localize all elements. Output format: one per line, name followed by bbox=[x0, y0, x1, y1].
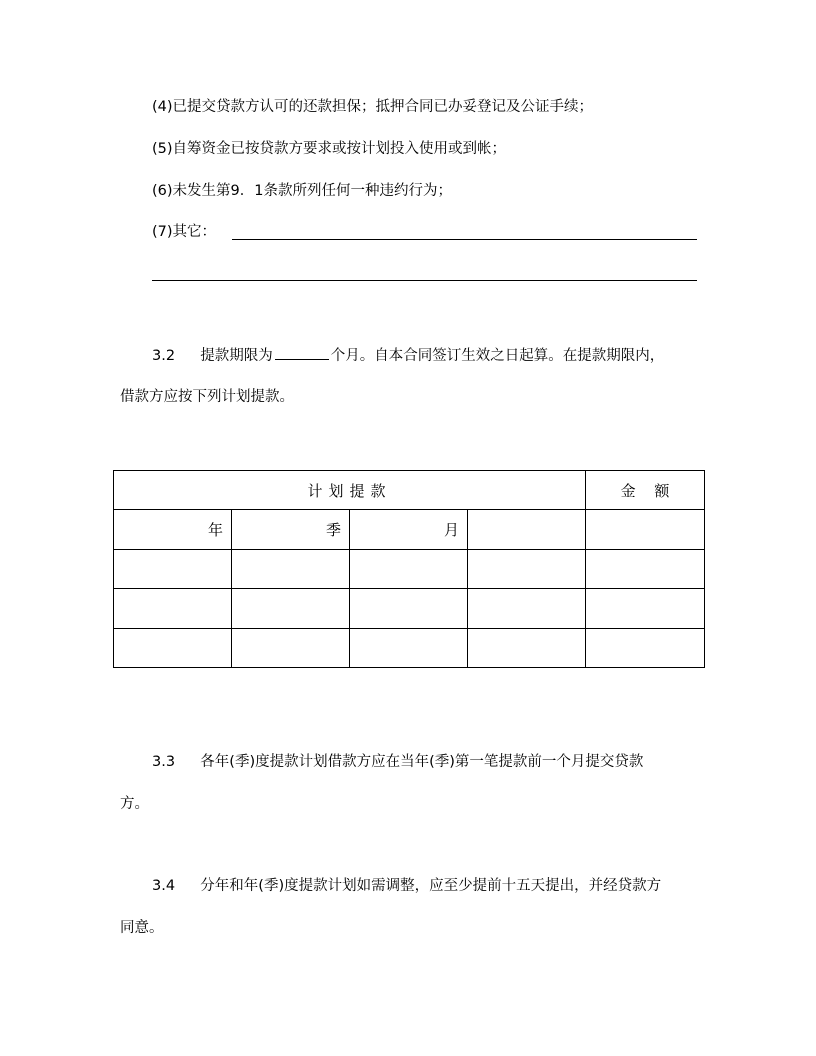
clause-3-3-continuation: 方。 bbox=[120, 796, 149, 812]
table-cell bbox=[350, 549, 468, 588]
condition-item-5: (5)自筹资金已按贷款方要求或按计划投入使用或到帐； bbox=[152, 141, 507, 157]
table-cell bbox=[232, 549, 350, 588]
table-cell bbox=[468, 589, 586, 628]
withdrawal-plan-table bbox=[113, 470, 705, 668]
table-cell bbox=[586, 549, 705, 588]
table-cell bbox=[232, 628, 350, 667]
clause-number: 3.3 bbox=[152, 754, 176, 770]
subheader-month: 月 bbox=[350, 510, 468, 549]
table-cell bbox=[586, 589, 705, 628]
term-months-blank bbox=[275, 345, 329, 360]
header-amount: 金 额 bbox=[586, 471, 705, 510]
header-planned-withdrawal: 计划提款 bbox=[114, 471, 586, 510]
condition-item-6: (6)未发生第9．1条款所列任何一种违约行为； bbox=[152, 183, 452, 199]
condition-item-7: (7)其它： bbox=[152, 224, 217, 240]
table-cell bbox=[586, 628, 705, 667]
subheader-amount-blank bbox=[586, 510, 705, 549]
clause-number: 3.4 bbox=[152, 878, 176, 894]
condition-item-4: (4)已提交贷款方认可的还款担保；抵押合同已办妥登记及公证手续； bbox=[152, 99, 594, 115]
blank-line-1 bbox=[232, 239, 697, 240]
table-cell bbox=[114, 549, 232, 588]
subheader-blank bbox=[468, 510, 586, 549]
clause-text: 各年(季)度提款计划借款方应在当年(季)第一笔提款前一个月提交贷款 bbox=[200, 754, 644, 770]
clause-3-4-continuation: 同意。 bbox=[120, 920, 164, 936]
table-cell bbox=[232, 589, 350, 628]
subheader-quarter: 季 bbox=[232, 510, 350, 549]
clause-3-2-continuation: 借款方应按下列计划提款。 bbox=[120, 389, 294, 405]
table-cell bbox=[114, 628, 232, 667]
table-cell bbox=[350, 589, 468, 628]
table-cell bbox=[468, 549, 586, 588]
clause-3-3 bbox=[152, 752, 643, 772]
clause-number: 3.2 bbox=[152, 348, 176, 364]
blank-line-2 bbox=[152, 280, 697, 281]
table-header-row bbox=[114, 471, 705, 510]
table-subheader-row bbox=[114, 510, 705, 549]
clause-text: 分年和年(季)度提款计划如需调整，应至少提前十五天提出，并经贷款方 bbox=[200, 878, 662, 894]
subheader-year: 年 bbox=[114, 510, 232, 549]
clause-text-after-blank: 个月。自本合同签订生效之日起算。在提款期限内， bbox=[330, 348, 665, 364]
table-cell bbox=[114, 589, 232, 628]
table-cell bbox=[350, 628, 468, 667]
clause-3-4 bbox=[152, 876, 661, 896]
table-cell bbox=[468, 628, 586, 667]
table-row bbox=[114, 628, 705, 667]
table-row bbox=[114, 589, 705, 628]
table-row bbox=[114, 549, 705, 588]
clause-3-2 bbox=[152, 345, 664, 366]
clause-text-before-blank: 提款期限为 bbox=[200, 348, 273, 364]
